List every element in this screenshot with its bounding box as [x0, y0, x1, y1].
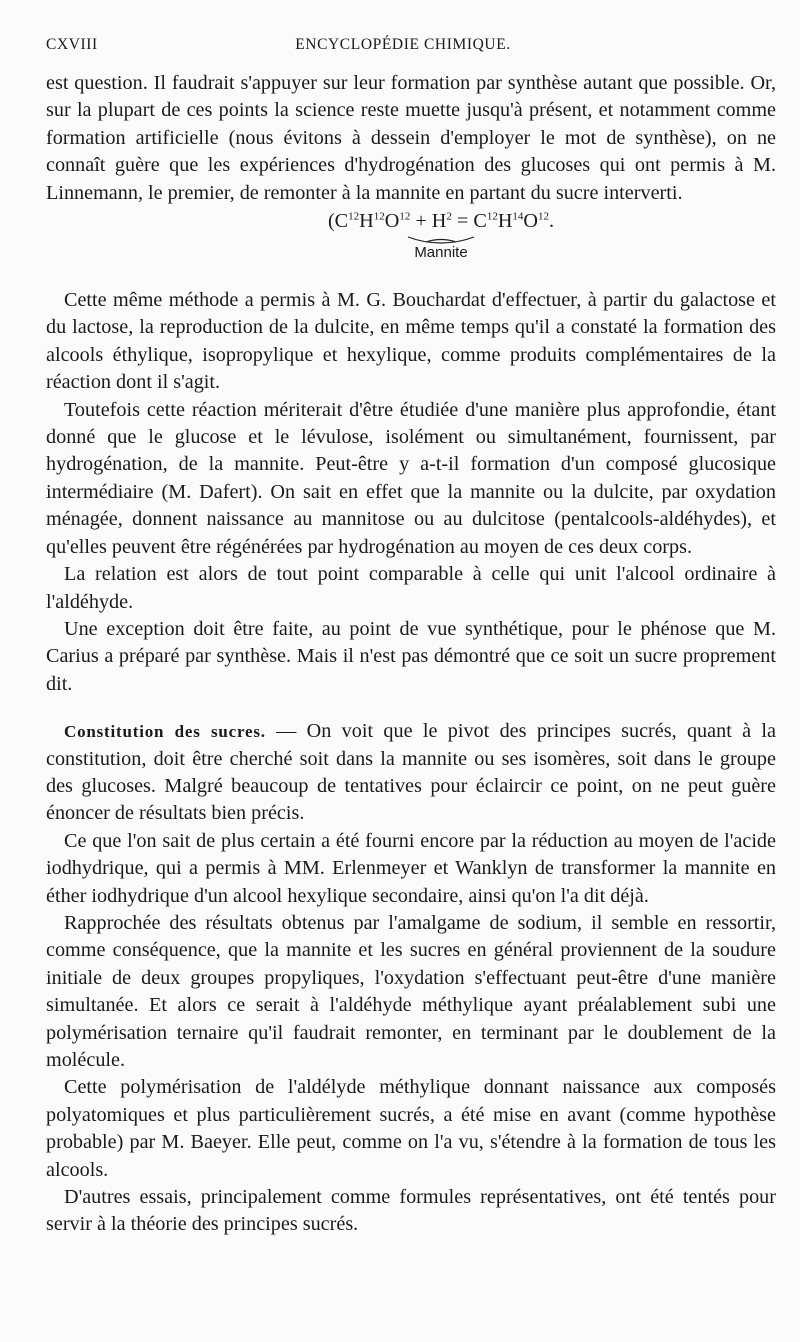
paragraph: Cette même méthode a permis à M. G. Bouchardat d'effectuer, à partir du galactose et du lactose, la reproduction de la dulcite, en même temps qu'il a constaté la formation des alcools éthylique, isopropylique et hexylique, comme produits complémentaires de la réaction dont il s'agit. [46, 289, 776, 394]
page-number: CXVIII [46, 36, 98, 53]
body-text [46, 70, 776, 1239]
chemical-equation: ($C^{12}H^{12}O^{12} + H^2 = C^{12}H^{14}O^{12}$. [327, 210, 555, 233]
paragraph: Toutefois cette réaction mériterait d'être étudiée d'une manière plus approfondie, étant donné que le glucose et le lévulose, isolément ou simultanément, fournissent, par hydrogénation, de la mannite. Peut-être y a-t-il formation d'un composé glucosique intermédiaire (M. Dafert). On sait en effet que la mannite ou la dulcite, par oxydation ménagée, donnent naissance au mannitose ou au dulcitose (pentalcools-aldéhydes), et qu'elles peuvent être régénérées par hydrogénation au moyen de ces deux corps. [46, 398, 776, 558]
section-paragraph: Constitution des sucres. — On voit que le pivot des principes sucrés, quant à la constitution, doit être cherché soit dans la mannite ou ses isomères, soit dans le groupe des glucoses. Malgré beaucoup de tentatives pour éclaircir ce point, on ne peut guère énoncer de résultats bien précis. [46, 720, 776, 825]
paragraph: Une exception doit être faite, au point de vue synthétique, pour le phénose que M. Carius a préparé par synthèse. Mais il n'est pas démontré que ce soit un sucre proprement dit. [46, 617, 776, 695]
paragraph: Rapprochée des résultats obtenus par l'amalgame de sodium, il semble en ressortir, comme conséquence, que la mannite et les sucres en général proviennent de la soudure initiale de deux groupes propyliques, l'oxydation s'effectuant peut-être d'une manière simultanée. Et alors ce serait à l'aldéhyde méthylique ayant préalablement subi une polymérisation ternaire qu'il faudrait remonter, en terminant par le doublement de la molécule. [46, 911, 776, 1071]
paragraph: Ce que l'on sait de plus certain a été fourni encore par la réduction au moyen de l'acide iodhydrique, qui a permis à MM. Erlenmeyer et Wanklyn de transformer la mannite en éther iodhydrique d'un alcool hexylique secondaire, ainsi qu'on l'a dit déjà. [46, 829, 776, 907]
running-header [46, 36, 760, 60]
running-title: ENCYCLOPÉDIE CHIMIQUE. [295, 36, 511, 53]
section-heading: Constitution des sucres. [64, 722, 266, 742]
paragraph-continuation: est question. Il faudrait s'appuyer sur leur formation par synthèse autant que possible. Or, sur la plupart de ces points la science reste muette jusqu'à présent, et notamment comme formation artificielle (nous évitons à dessein d'employer le mot de synthèse), on ne connaît guère que les expériences d'hydrogénation des glucoses qui ont permis à M. Linnemann, le premier, de remonter à la mannite en partant du sucre interverti. [46, 72, 776, 204]
paragraph: La relation est alors de tout point comparable à celle qui unit l'alcool ordinaire à l'aldéhyde. [46, 563, 776, 613]
paragraph: Cette polymérisation de l'aldélyde méthylique donnant naissance aux composés polyatomiques et plus particulièrement sucrés, a été mise en avant (comme hypothèse probable) par M. Baeyer. Elle peut, comme on l'a vu, s'étendre à la formation de tous les alcools. [46, 1076, 776, 1181]
paragraph: D'autres essais, principalement comme formules représentatives, ont été tentés pour servir à la théorie des principes sucrés. [46, 1186, 776, 1236]
mannite-label: Mannite [414, 244, 468, 262]
equation-label [46, 235, 776, 261]
